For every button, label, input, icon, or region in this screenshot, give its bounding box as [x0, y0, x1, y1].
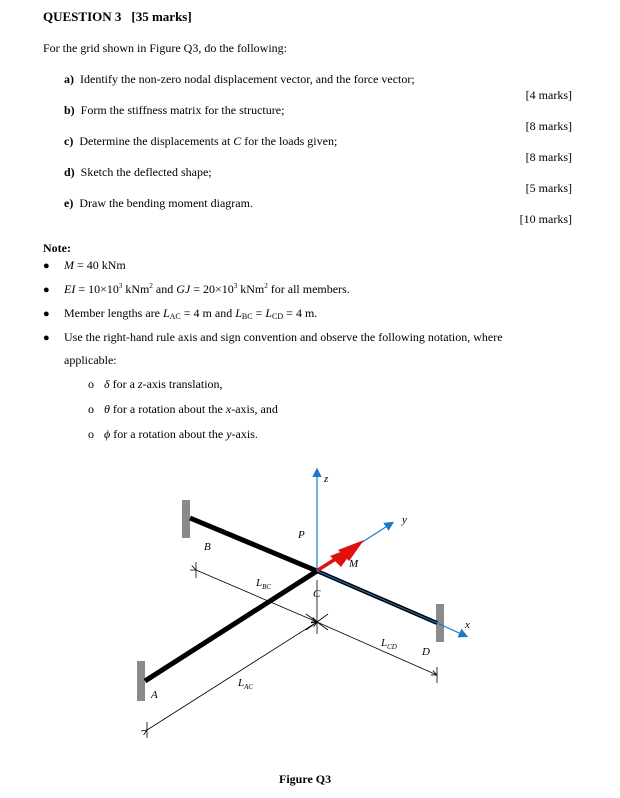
part-d-marks: [5 marks] [525, 181, 572, 195]
label-d: D [422, 646, 430, 658]
part-e: e) Draw the bending moment diagram. [64, 196, 253, 210]
label-c: C [313, 588, 321, 600]
support-a [137, 661, 145, 701]
notation-delta: o δ for a z-axis translation, [88, 377, 223, 391]
note-lengths: ● Member lengths are $L_{AC} = 4$ m and $L_{BC} = L_{CD} = 4$ m. [43, 306, 318, 321]
label-m: M [349, 558, 359, 570]
note-rule: ● Use the right-hand rule axis and sign convention and observe the following notation, where [43, 330, 503, 344]
notation-phi: o ϕ for a rotation about the y-axis. [88, 427, 258, 441]
note-moment: ● M = 40 kNm [43, 258, 126, 272]
part-c-marks: [8 marks] [525, 150, 572, 164]
label-lac: $L_{AC}$ [238, 677, 254, 691]
x-axis-line [317, 571, 437, 623]
question-marks: [35 marks] [131, 9, 192, 24]
part-e-marks: [10 marks] [519, 212, 572, 226]
label-b: B [204, 541, 211, 553]
grid-figure [0, 450, 620, 780]
part-c: c) Determine the displacements at C for the loads given; [64, 134, 338, 148]
label-lbc: $L_{BC}$ [256, 577, 272, 591]
note-heading: Note: [43, 241, 71, 255]
label-x: x [465, 619, 470, 631]
intro-text: For the grid shown in Figure Q3, do the following: [43, 41, 287, 55]
part-a-marks: [4 marks] [525, 88, 572, 102]
support-b [182, 500, 190, 538]
part-a: a) Identify the non-zero nodal displacement vector, and the force vector; [64, 72, 415, 86]
label-y: y [402, 514, 407, 526]
label-p: P [298, 529, 305, 541]
question-title [43, 9, 192, 25]
notation-theta: o θ for a rotation about the x-axis, and [88, 402, 278, 416]
note-stiffness: ● EI = $10\times 10^3$ kNm$^2$ and GJ = $20\times 10^3$ kNm$^2$ for all members. [43, 282, 350, 296]
question-number: QUESTION 3 [43, 9, 122, 24]
note-rule-cont: applicable: [64, 353, 117, 367]
part-b-marks: [8 marks] [525, 119, 572, 133]
label-z: z [324, 473, 329, 485]
member-ac [145, 571, 317, 681]
label-a: A [151, 689, 158, 701]
figure-caption: Figure Q3 [279, 772, 332, 786]
part-b: b) Form the stiffness matrix for the structure; [64, 103, 285, 117]
part-d: d) Sketch the deflected shape; [64, 165, 212, 179]
label-lcd: $L_{CD}$ [381, 637, 397, 651]
